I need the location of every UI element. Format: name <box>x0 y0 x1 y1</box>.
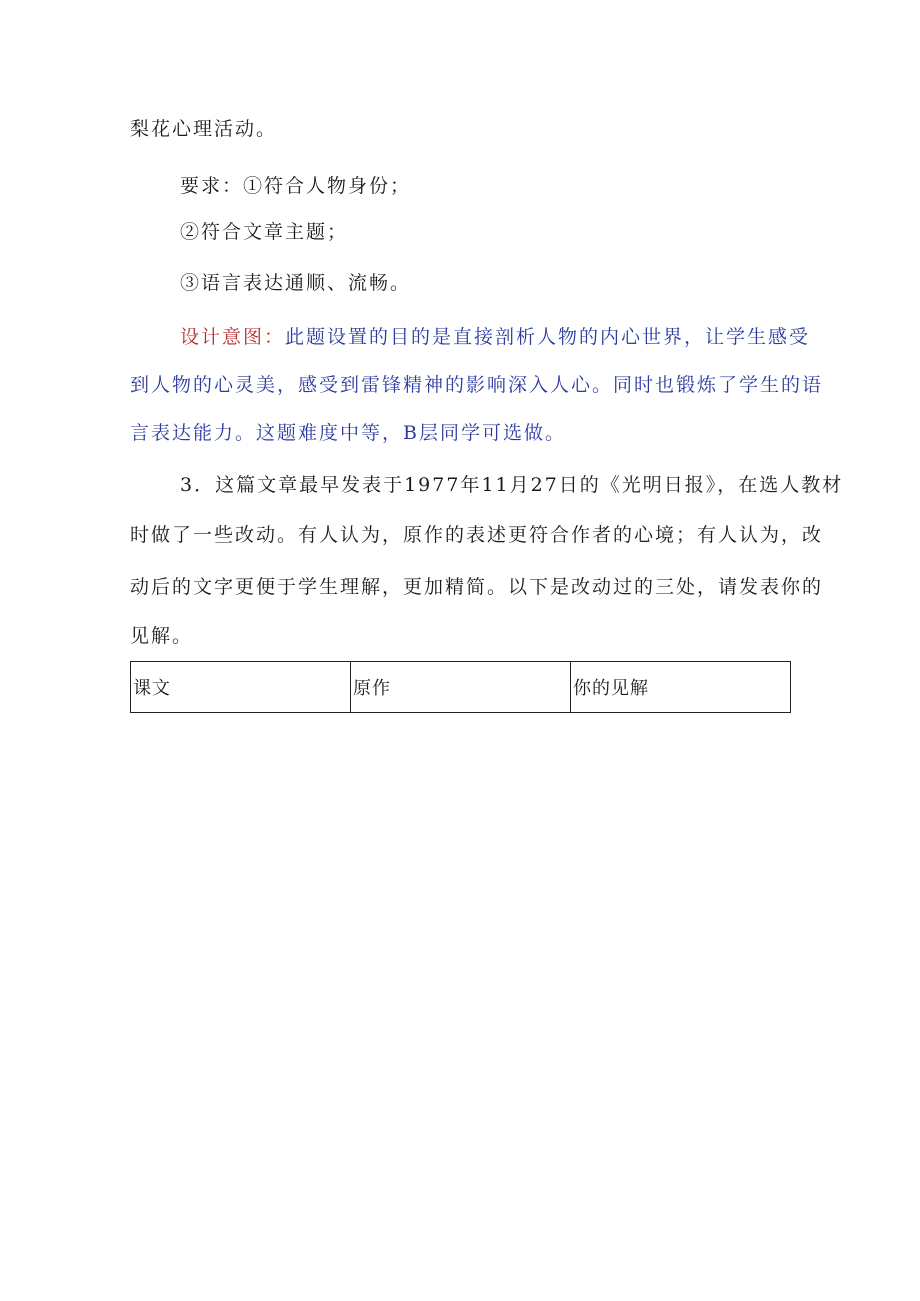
requirement-line-1: 要求：①符合人物身份； <box>180 175 412 197</box>
header-cell-original: 原作 <box>351 662 571 713</box>
question-3-line-3: 动后的文字更便于学生理解，更加精简。以下是改动过的三处，请发表你的 <box>130 576 824 598</box>
question-3-line-2: 时做了一些改动。有人认为，原作的表述更符合作者的心境；有人认为，改 <box>130 524 824 546</box>
header-cell-your-view: 你的见解 <box>571 662 791 713</box>
design-intent-label: 设计意图： <box>180 326 286 348</box>
question-3-line-1: 3．这篇文章最早发表于1977年11月27日的《光明日报》，在选人教材 <box>180 474 844 496</box>
header-cell-textbook: 课文 <box>131 662 351 713</box>
requirement-line-3: ③语言表达通顺、流畅。 <box>180 272 412 294</box>
question-3-line-4: 见解。 <box>130 625 194 647</box>
design-intent-line-3: 言表达能力。这题难度中等，B层同学可选做。 <box>130 422 566 444</box>
requirement-line-2: ②符合文章主题； <box>180 221 349 243</box>
table-header-row <box>131 662 791 713</box>
design-intent-line-2: 到人物的心灵美，感受到雷锋精神的影响深入人心。同时也锻炼了学生的语 <box>130 374 824 396</box>
design-intent-line-1 <box>180 325 810 349</box>
comparison-table <box>130 661 791 713</box>
paragraph-line: 梨花心理活动。 <box>130 118 278 140</box>
design-intent-text: 此题设置的目的是直接剖析人物的内心世界，让学生感受 <box>285 326 811 348</box>
